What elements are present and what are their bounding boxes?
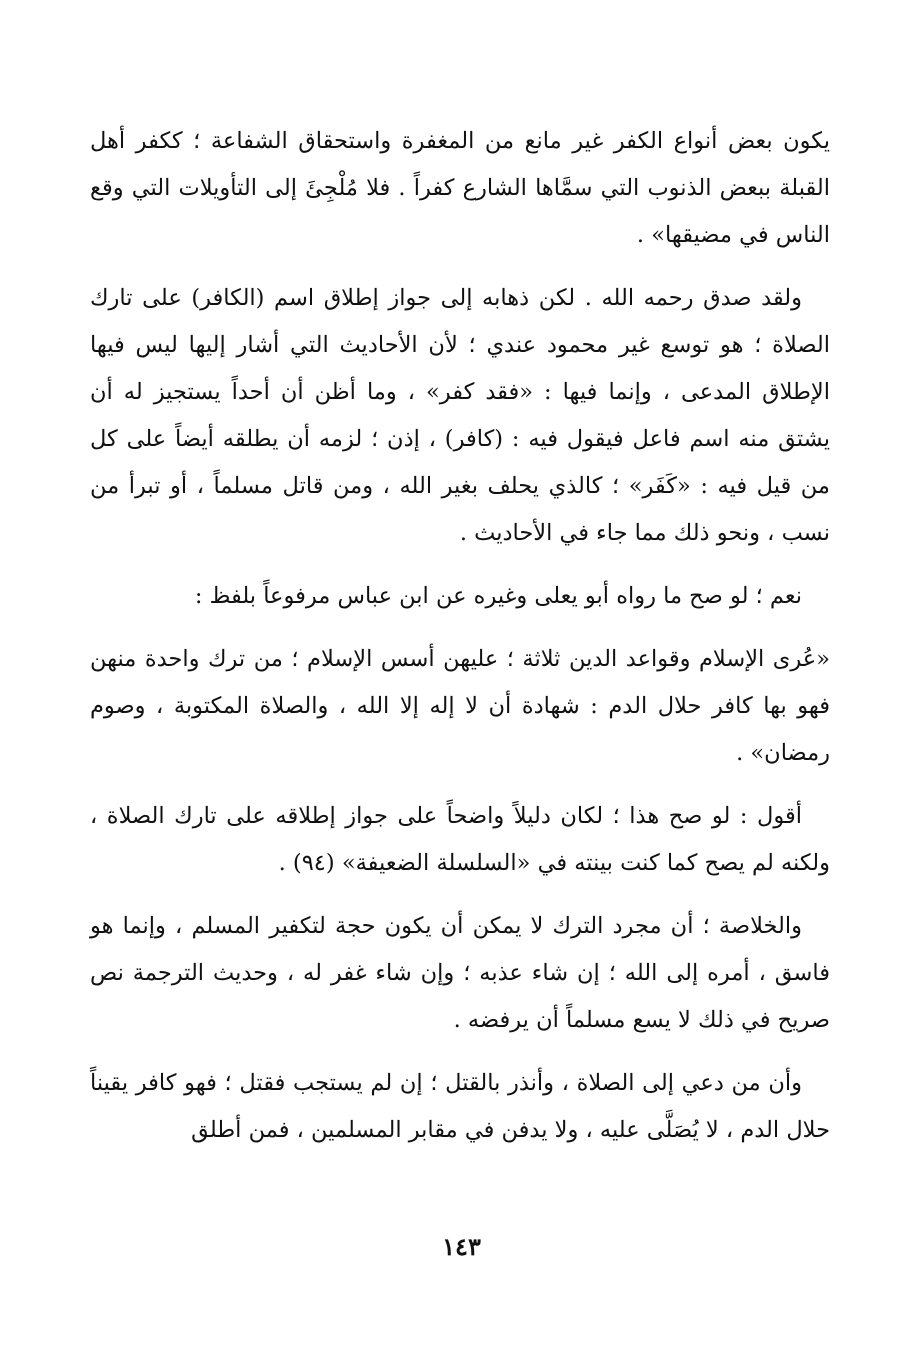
page-body xyxy=(90,118,830,1170)
quote-paragraph: «عُرى الإسلام وقواعد الدين ثلاثة ؛ عليهن أسس الإسلام ؛ من ترك واحدة منهن فهو بها كافر حلال الدم : شهادة أن لا إله إلا الله ، والصلاة المكتوبة ، وصوم رمضان» . xyxy=(90,646,830,766)
paragraph-2: ولقد صدق رحمه الله . لكن ذهابه إلى جواز إطلاق اسم (الكافر) على تارك الصلاة ؛ هو توسع غير محمود عندي ؛ لأن الأحاديث التي أشار إليها ليس فيها الإطلاق المدعى ، وإنما فيها : «فقد كفر» ، وما أظن أن أحداً يستجيز له أن يشتق منه اسم فاعل فيقول فيه : (كافر) ، إذن ؛ لزمه أن يطلقه أيضاً على كل من قيل فيه : «كَفَر» ؛ كالذي يحلف بغير الله ، ومن قاتل مسلماً ، أو تبرأ من نسب ، ونحو ذلك مما جاء في الأحاديث . xyxy=(90,285,830,546)
paragraph-3: نعم ؛ لو صح ما رواه أبو يعلى وغيره عن ابن عباس مرفوعاً بلفظ : xyxy=(194,583,802,609)
paragraph-5: أقول : لو صح هذا ؛ لكان دليلاً واضحاً على جواز إطلاقه على تارك الصلاة ، ولكنه لم يصح كما كنت بينته في «السلسلة الضعيفة» (٩٤) . xyxy=(90,803,830,876)
page-number: ١٤٣ xyxy=(442,1232,481,1261)
paragraph-1: يكون بعض أنواع الكفر غير مانع من المغفرة واستحقاق الشفاعة ؛ ككفر أهل القبلة ببعض الذنوب التي سمَّاها الشارع كفراً . فلا مُلْجِئَ إلى التأويلات التي وقع الناس في مضيقها» . xyxy=(90,128,830,248)
paragraph-7: وأن من دعي إلى الصلاة ، وأنذر بالقتل ؛ إن لم يستجب فقتل ؛ فهو كافر يقيناً حلال الدم ، لا يُصَلَّى عليه ، ولا يدفن في مقابر المسلمين ، فمن أطلق xyxy=(90,1070,830,1143)
paragraph-6: والخلاصة ؛ أن مجرد الترك لا يمكن أن يكون حجة لتكفير المسلم ، وإنما هو فاسق ، أمره إلى الله ؛ إن شاء عذبه ؛ وإن شاء غفر له ، وحديث الترجمة نص صريح في ذلك لا يسع مسلماً أن يرفضه . xyxy=(90,913,830,1033)
